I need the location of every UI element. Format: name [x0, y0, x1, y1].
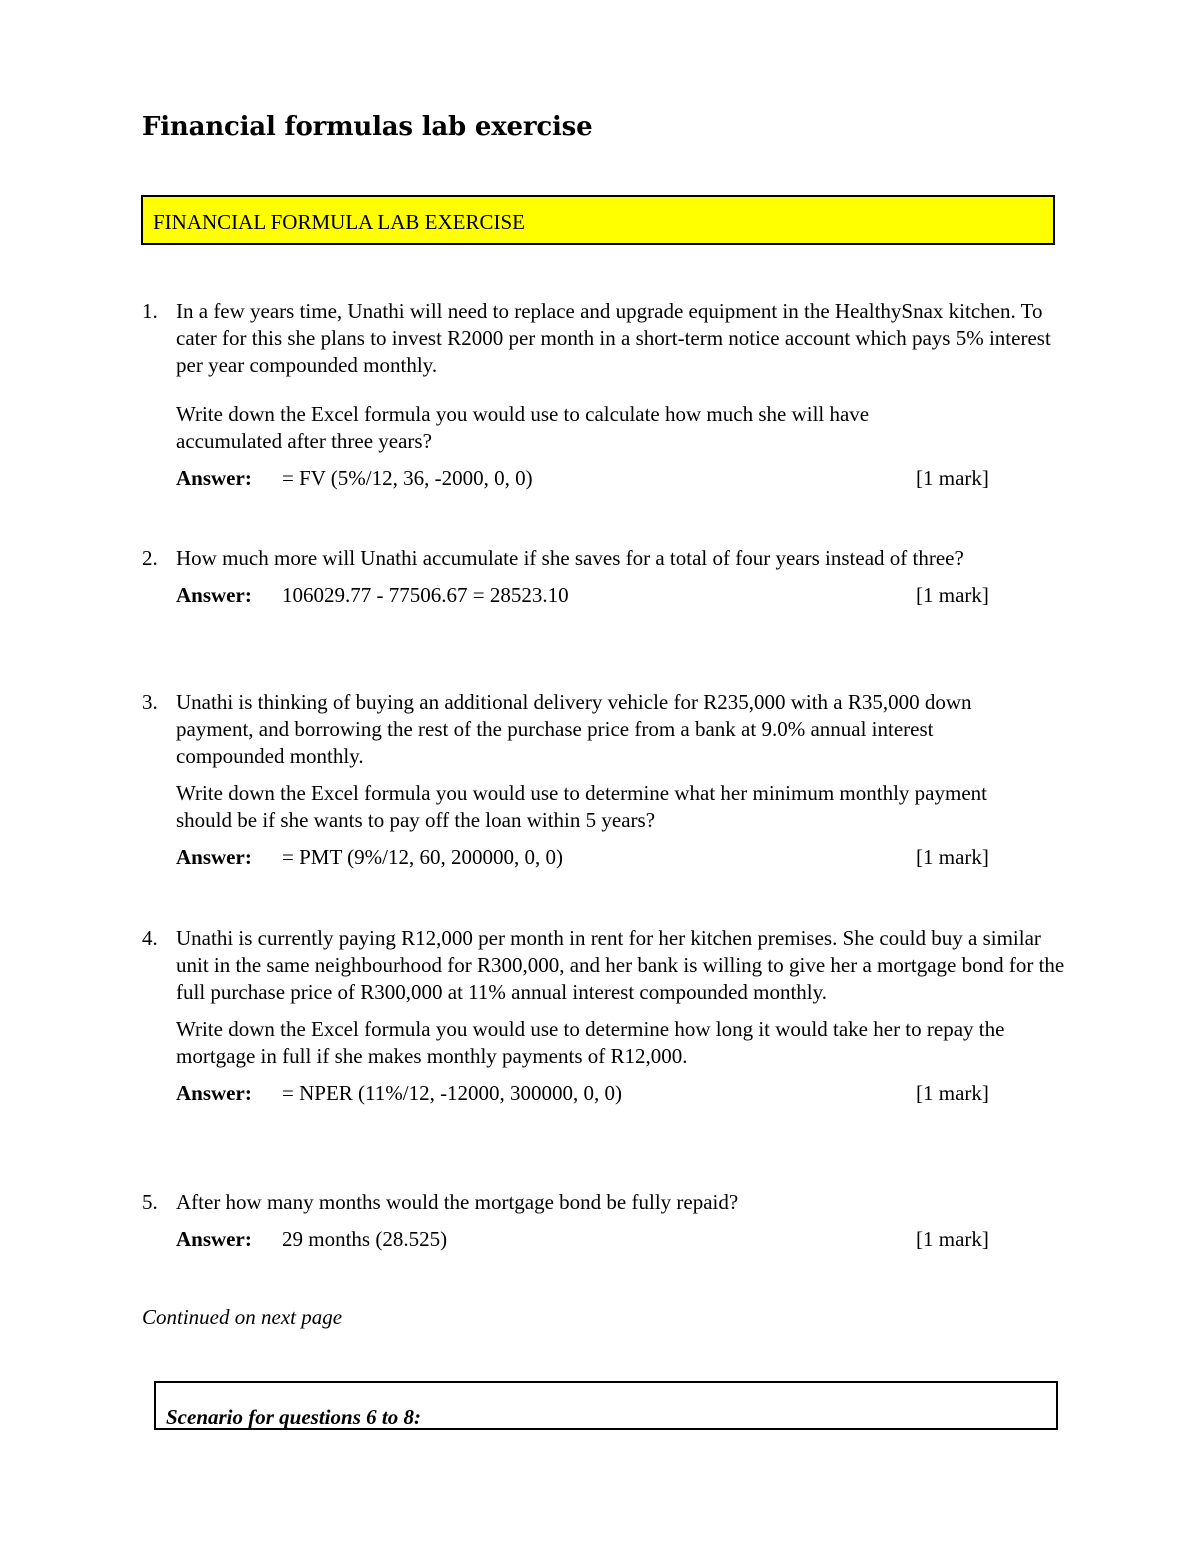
continued-note: Continued on next page [142, 1305, 343, 1329]
answer-value: = PMT (9%/12, 60, 200000, 0, 0) [282, 845, 563, 869]
answer-row [176, 1080, 1066, 1107]
scenario-heading: Scenario for questions 6 to 8: [166, 1405, 421, 1429]
answer-label: Answer: [176, 1227, 252, 1251]
question-number: 2. [142, 546, 158, 570]
question-5 [142, 1189, 1072, 1253]
answer-row [176, 582, 1016, 609]
answer-value: 106029.77 - 77506.67 = 28523.10 [282, 583, 569, 607]
question-text: How much more will Unathi accumulate if she saves for a total of four years instead of three? [176, 546, 964, 570]
mark-label: [1 mark] [916, 845, 989, 869]
question-2 [142, 545, 1072, 609]
mark-label: [1 mark] [916, 466, 989, 490]
banner-text: FINANCIAL FORMULA LAB EXERCISE [153, 210, 525, 234]
question-1 [142, 298, 1072, 492]
question-number: 3. [142, 690, 158, 714]
answer-row [176, 465, 1056, 492]
question-text: Unathi is thinking of buying an additional delivery vehicle for R235,000 with a R35,000 down payment, and borrowing the rest of the purchase price from a bank at 9.0% annual interest compounded monthly. [176, 690, 972, 768]
question-3 [142, 689, 1072, 871]
page-title: Financial formulas lab exercise [142, 112, 593, 142]
mark-label: [1 mark] [916, 583, 989, 607]
mark-label: [1 mark] [916, 1081, 989, 1105]
answer-row [176, 844, 1026, 871]
scenario-box [154, 1381, 1058, 1430]
question-4 [142, 925, 1072, 1107]
question-number: 1. [142, 299, 158, 323]
question-number: 4. [142, 926, 158, 950]
answer-label: Answer: [176, 1081, 252, 1105]
question-text: Unathi is currently paying R12,000 per month in rent for her kitchen premises. She could buy a similar unit in the same neighbourhood for R300,000, and her bank is willing to give her a mortgage bond for the full purchase price of R300,000 at 11% annual interest compounded monthly. [176, 926, 1065, 1004]
question-text: After how many months would the mortgage bond be fully repaid? [176, 1190, 739, 1214]
answer-value: = NPER (11%/12, -12000, 300000, 0, 0) [282, 1081, 623, 1105]
question-prompt: Write down the Excel formula you would use to determine what her minimum monthly payment should be if she wants to pay off the loan within 5 years? [176, 781, 987, 832]
answer-label: Answer: [176, 845, 252, 869]
answer-label: Answer: [176, 583, 252, 607]
mark-label: [1 mark] [916, 1227, 989, 1251]
question-prompt: Write down the Excel formula you would use to calculate how much she will have accumulated after three years? [176, 402, 870, 453]
answer-value: 29 months (28.525) [282, 1227, 448, 1251]
question-number: 5. [142, 1190, 158, 1214]
answer-value: = FV (5%/12, 36, -2000, 0, 0) [282, 466, 533, 490]
question-text: In a few years time, Unathi will need to replace and upgrade equipment in the HealthySnax kitchen. To cater for this she plans to invest R2000 per month in a short-term notice account which pays 5% interest per year compounded monthly. [176, 299, 1051, 377]
section-banner [141, 195, 1055, 245]
answer-row [176, 1226, 1056, 1253]
answer-label: Answer: [176, 466, 252, 490]
question-prompt: Write down the Excel formula you would use to determine how long it would take her to repay the mortgage in full if she makes monthly payments of R12,000. [176, 1017, 1005, 1068]
